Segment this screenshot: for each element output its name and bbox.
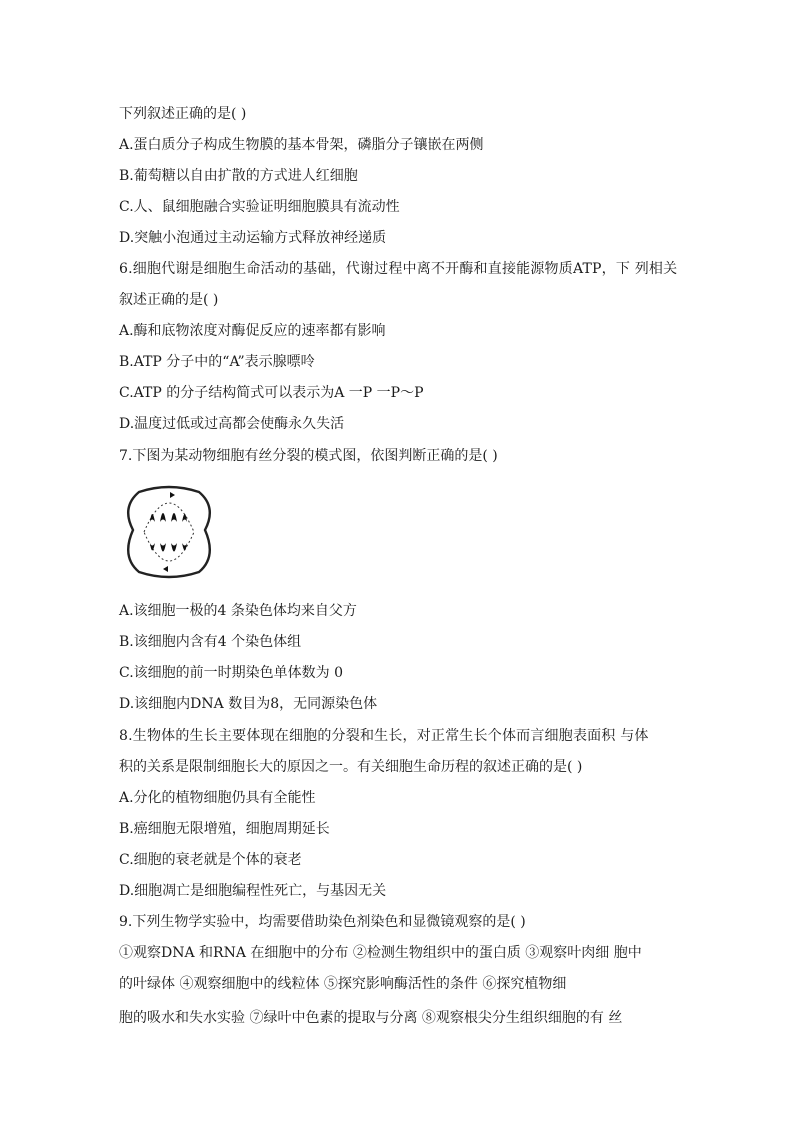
text-line: 下列叙述正确的是( ) [119, 106, 247, 122]
option-b: B.ATP 分子中的“A”表示腺嘌呤 [119, 354, 315, 370]
option-c: C.该细胞的前一时期染色单体数为 0 [119, 665, 344, 681]
question-9-items-cont: 胞的吸水和失水实验 ⑦绿叶中色素的提取与分离 ⑧观察根尖分生组织细胞的有 丝 [119, 1010, 623, 1026]
question-8-stem: 8.生物体的生长主要体现在细胞的分裂和生长，对正常生长个体而言细胞表面积 与体 [119, 728, 649, 744]
option-d: D.该细胞内DNA 数目为8，无同源染色体 [119, 696, 378, 712]
question-9-items: ①观察DNA 和RNA 在细胞中的分布 ②检测生物组织中的蛋白质 ③观察叶肉细 胞中 [119, 945, 642, 961]
option-a: A.蛋白质分子构成生物膜的基本骨架，磷脂分子镶嵌在两侧 [119, 137, 484, 153]
question-9-items-cont: 的叶绿体 ④观察细胞中的线粒体 ⑤探究影响酶活性的条件 ⑥探究植物细 [119, 976, 567, 992]
option-b: B.癌细胞无限增殖，细胞周期延长 [119, 821, 330, 837]
mitosis-cell-diagram-icon [119, 482, 219, 582]
option-c: C.细胞的衰老就是个体的衰老 [119, 852, 302, 868]
question-9-stem: 9.下列生物学实验中，均需要借助染色剂染色和显微镜观察的是( ) [119, 914, 526, 930]
question-7-stem: 7.下图为某动物细胞有丝分裂的模式图，依图判断正确的是( ) [119, 448, 498, 464]
option-c: C.ATP 的分子结构简式可以表示为A 一P 一P～P [119, 385, 424, 401]
question-6-stem: 6.细胞代谢是细胞生命活动的基础，代谢过程中离不开酶和直接能源物质ATP，下 列相关 [119, 261, 678, 277]
option-c: C.人、鼠细胞融合实验证明细胞膜具有流动性 [119, 199, 400, 215]
option-b: B.该细胞内含有4 个染色体组 [119, 634, 302, 650]
option-a: A.该细胞一极的4 条染色体均来自父方 [119, 603, 357, 619]
question-6-stem-cont: 叙述正确的是( ) [119, 292, 219, 308]
option-a: A.分化的植物细胞仍具有全能性 [119, 790, 316, 806]
option-a: A.酶和底物浓度对酶促反应的速率都有影响 [119, 323, 386, 339]
option-b: B.葡萄糖以自由扩散的方式进人红细胞 [119, 168, 358, 184]
option-d: D.细胞凋亡是细胞编程性死亡，与基因无关 [119, 883, 387, 899]
option-d: D.温度过低或过高都会使酶永久失活 [119, 416, 345, 432]
question-8-stem-cont: 积的关系是限制细胞长大的原因之一。有关细胞生命历程的叙述正确的是( ) [119, 759, 583, 775]
option-d: D.突触小泡通过主动运输方式释放神经递质 [119, 230, 387, 246]
